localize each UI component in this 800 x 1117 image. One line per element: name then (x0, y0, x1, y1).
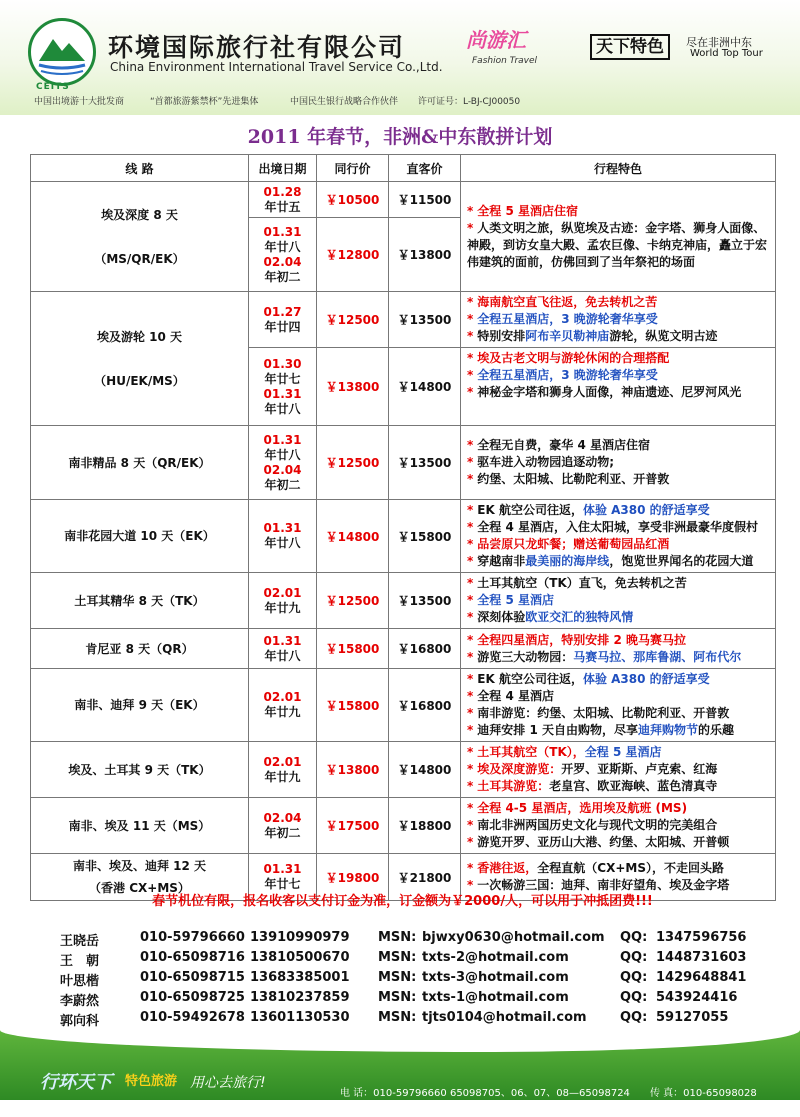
table-row (31, 292, 776, 348)
bullet-icon: * (467, 835, 474, 849)
feature-text: 全程五星酒店，3 晚游轮奢华享受 (477, 368, 658, 382)
feature-text: 埃及深度游览： (477, 762, 562, 776)
feature-line (467, 705, 771, 722)
route-line: 南非、埃及 11 天（MS） (68, 818, 211, 833)
bullet-icon: * (467, 503, 474, 517)
departure-date (249, 798, 317, 854)
route-line: 土耳其精华 8 天（TK） (74, 593, 205, 608)
route-line: （MS/QR/EK） (94, 251, 185, 266)
contact-msn: txts-2@hotmail.com (422, 950, 569, 965)
route-name (31, 573, 249, 629)
bullet-icon: * (467, 203, 474, 218)
feature-text: 全程 4-5 星酒店，选用埃及航班 (MS) (477, 801, 688, 815)
bullet-icon: * (467, 368, 474, 382)
bullet-icon: * (467, 576, 474, 590)
peer-price: ￥10500 (317, 182, 389, 218)
footer-postcode: 邮 编：100026 (690, 1106, 762, 1117)
route-name (31, 798, 249, 854)
feature-line (467, 553, 771, 570)
feature-line (467, 817, 771, 834)
direct-price: ￥11500 (389, 182, 461, 218)
route-line: 南非、迪拜 9 天（EK） (74, 698, 205, 712)
peer-price: ￥19800 (317, 854, 389, 901)
footer (0, 1030, 800, 1117)
itinerary-features (461, 798, 776, 854)
feature-line (467, 688, 771, 705)
feature-line (467, 671, 771, 688)
departure-date (249, 218, 317, 292)
header-features: 行程特色 (461, 155, 776, 182)
tianxia-box: 天下特色 (590, 34, 670, 60)
feature-text: 体验 A380 的舒适享受 (582, 672, 710, 686)
feature-text: 全程 5 星酒店 (477, 593, 554, 607)
table-row (31, 426, 776, 500)
table-row (31, 669, 776, 742)
feature-text: 全程无自费，豪华 4 星酒店住宿 (477, 438, 650, 452)
feature-text: 全程五星酒店，3 晚游轮奢华享受 (477, 312, 658, 326)
feature-line (467, 649, 771, 666)
tianxia-en: World Top Tour (690, 48, 763, 59)
feature-line (467, 220, 771, 271)
bullet-icon: * (467, 878, 474, 892)
route-line: （HU/EK/MS） (94, 373, 185, 388)
table-row (31, 500, 776, 573)
feature-text: 埃及古老文明与游轮休闲的合理搭配 (477, 351, 670, 365)
bullet-icon: * (467, 520, 474, 534)
contact-msn: txts-3@hotmail.com (422, 970, 569, 985)
route-line: 肯尼亚 8 天（QR） (85, 641, 194, 656)
contact-name: 李蔚然 (60, 994, 100, 1009)
bullet-icon: * (467, 762, 474, 776)
contact-mobile: 13910990979 (250, 930, 350, 945)
feature-text: 游轮，纵览文明古迹 (609, 329, 718, 343)
date-value: 01.28 (263, 184, 302, 199)
bullet-icon: * (467, 455, 474, 469)
direct-price: ￥14800 (389, 742, 461, 798)
feature-line (467, 778, 771, 795)
peer-price: ￥14800 (317, 500, 389, 573)
route-line (32, 348, 247, 370)
table-row (31, 742, 776, 798)
departure-date (249, 348, 317, 426)
feature-text: 全程直航（CX+MS），不走回头路 (537, 861, 724, 875)
bullet-icon: * (467, 801, 474, 815)
feature-text: 一次畅游三国：迪拜、南非好望角、埃及金字塔 (477, 878, 730, 892)
contact-name: 王 朝 (60, 954, 100, 969)
tag-4: 许可证号：L-BJ-CJ00050 (418, 97, 521, 107)
company-name-cn: 环境国际旅行社有限公司 (108, 33, 406, 62)
contact-list (60, 930, 760, 1030)
lunar-date: 年廿八 (264, 536, 301, 550)
lunar-date: 年廿八 (264, 401, 301, 416)
contact-tel: 010-59492678 (140, 1010, 245, 1025)
bullet-icon: * (467, 861, 474, 875)
feature-line (467, 502, 771, 519)
feature-text: 驱车进入动物园追逐动物; (477, 455, 615, 469)
brand-en: Fashion Travel (472, 56, 538, 66)
route-name (31, 182, 249, 292)
feature-text: 的乐趣 (698, 723, 735, 737)
route-line: （香港 CX+MS） (89, 881, 190, 895)
route-name (31, 742, 249, 798)
feature-text: 游览三大动物园： (477, 649, 574, 664)
peer-price: ￥13800 (317, 742, 389, 798)
bullet-icon: * (467, 537, 474, 551)
date-value: 01.31 (263, 862, 302, 876)
feature-line (467, 471, 771, 488)
bullet-icon: * (467, 649, 474, 664)
route-line: 南非精品 8 天（QR/EK） (68, 455, 211, 470)
world-top-tour-logo (590, 28, 770, 68)
route-name (31, 629, 249, 669)
feature-text: 土耳其游览： (477, 779, 550, 793)
bullet-icon: * (467, 779, 474, 793)
fashion-travel-logo (466, 24, 546, 74)
feature-text: 穿越南非 (477, 554, 526, 568)
feature-text: 老皇宫、欧亚海峡、蓝色清真寺 (549, 779, 718, 793)
feature-text: 品尝原只龙虾餐；赠送葡萄园品红酒 (477, 537, 670, 551)
feature-text: 南非游览：约堡、太阳城、比勒陀利亚、开普敦 (477, 706, 730, 720)
departure-date (249, 426, 317, 500)
contact-msn-label: MSN: (378, 950, 417, 965)
header-direct-price: 直客价 (389, 155, 461, 182)
header-date: 出境日期 (249, 155, 317, 182)
date-value: 02.04 (263, 810, 302, 825)
departure-date (249, 500, 317, 573)
contact-tel: 010-59796660 (140, 930, 245, 945)
date-value: 01.31 (263, 432, 302, 447)
bullet-icon: * (467, 723, 474, 737)
feature-text: 全程 5 星酒店 (584, 745, 662, 759)
feature-text: 土耳其航空（TK）直飞，免去转机之苦 (477, 576, 687, 590)
itinerary-features (461, 348, 776, 426)
lunar-date: 年廿八 (264, 648, 301, 663)
feature-text: 最美丽的海岸线 (525, 554, 610, 568)
bullet-icon: * (467, 610, 474, 624)
table-row (31, 629, 776, 669)
table-row (31, 798, 776, 854)
direct-price: ￥14800 (389, 348, 461, 426)
table-header-row (31, 155, 776, 182)
lunar-date: 年廿七 (264, 371, 301, 386)
feature-line (467, 294, 771, 311)
feature-line (467, 761, 771, 778)
route-name (31, 426, 249, 500)
itinerary-features (461, 292, 776, 348)
footer-logo-1: 行环天下 (40, 1072, 112, 1093)
bullet-icon: * (467, 438, 474, 452)
tag-2: “首都旅游紫禁杯”先进集体 (150, 97, 259, 107)
feature-text: 南北非洲两国历史文化与现代文明的完美组合 (477, 818, 718, 832)
contact-mobile: 13810500670 (250, 950, 350, 965)
date-value: 02.01 (263, 585, 302, 600)
contact-mobile: 13683385001 (250, 970, 350, 985)
contact-qq: 1347596756 (656, 930, 747, 945)
contact-qq: 1429648841 (656, 970, 747, 985)
peer-price: ￥12800 (317, 218, 389, 292)
peer-price: ￥12500 (317, 573, 389, 629)
feature-text: 全程 4 星酒店 (477, 689, 554, 703)
header (0, 0, 800, 115)
feature-text: 马赛马拉、那库鲁湖、阿布代尔 (573, 649, 742, 664)
feature-text: 体验 A380 的舒适享受 (582, 503, 710, 517)
contact-msn-label: MSN: (378, 1010, 417, 1025)
feature-text: 神秘金字塔和狮身人面像，神庙遗迹、尼罗河风光 (477, 385, 742, 399)
contact-row (60, 970, 760, 990)
lunar-date: 年初二 (264, 477, 301, 492)
feature-line (467, 350, 771, 367)
departure-date (249, 629, 317, 669)
date-value: 01.31 (263, 521, 302, 535)
contact-qq-label: QQ: (620, 1010, 648, 1025)
departure-date (249, 573, 317, 629)
date-value: 02.01 (263, 754, 302, 769)
lunar-date: 年廿九 (264, 600, 301, 615)
feature-text: 迪拜安排 1 天自由购物，尽享 (477, 723, 638, 737)
logo-label: CEITS (36, 82, 70, 92)
direct-price: ￥13500 (389, 426, 461, 500)
direct-price: ￥13500 (389, 292, 461, 348)
feature-line (467, 592, 771, 609)
date-value: 02.04 (263, 462, 302, 477)
bullet-icon: * (467, 472, 474, 486)
peer-price: ￥15800 (317, 669, 389, 742)
feature-text: 香港往返， (477, 861, 538, 875)
header-peer-price: 同行价 (317, 155, 389, 182)
direct-price: ￥21800 (389, 854, 461, 901)
route-line: 南非花园大道 10 天（EK） (64, 529, 215, 543)
itinerary-features (461, 500, 776, 573)
bullet-icon: * (467, 706, 474, 720)
contact-qq-label: QQ: (620, 930, 648, 945)
contact-tel: 010-65098716 (140, 950, 245, 965)
feature-line (467, 632, 771, 649)
feature-line (467, 367, 771, 384)
route-name (31, 669, 249, 742)
lunar-date: 年廿八 (264, 447, 301, 462)
feature-text: 深刻体验 (477, 610, 526, 624)
feature-text: 阿布辛贝勒神庙 (525, 329, 610, 343)
route-line: 埃及游轮 10 天 (96, 329, 183, 344)
brand-cn: 尚游汇 (466, 28, 526, 52)
bullet-icon: * (467, 689, 474, 703)
contact-name: 郭向科 (60, 1014, 100, 1029)
lunar-date: 年廿七 (264, 877, 301, 891)
contact-tel: 010-65098725 (140, 990, 245, 1005)
peer-price: ￥15800 (317, 629, 389, 669)
bullet-icon: * (467, 385, 474, 399)
contact-row (60, 930, 760, 950)
contact-msn: bjwxy0630@hotmail.com (422, 930, 605, 945)
contact-row (60, 950, 760, 970)
lunar-date: 年廿五 (264, 199, 301, 214)
page-title: 2011 年春节，非洲&中东散拼计划 (247, 126, 553, 148)
bullet-icon: * (467, 554, 474, 568)
feature-text: 土耳其航空（TK）， (477, 745, 585, 759)
feature-line (467, 536, 771, 553)
departure-date (249, 669, 317, 742)
date-value: 01.27 (263, 304, 302, 319)
route-line: 埃及、土耳其 9 天（TK） (68, 762, 211, 777)
feature-text: 全程 5 星酒店住宿 (477, 203, 578, 218)
bullet-icon: * (467, 295, 474, 309)
bullet-icon: * (467, 312, 474, 326)
lunar-date: 年廿九 (264, 705, 301, 719)
date-value: 01.30 (263, 356, 302, 371)
lunar-date: 年初二 (264, 269, 301, 284)
date-value: 02.01 (263, 690, 302, 704)
footer-fax: 传 真：010-65098028 (650, 1088, 757, 1099)
date-value: 01.31 (263, 386, 302, 401)
feature-line (467, 454, 771, 471)
peer-price: ￥12500 (317, 292, 389, 348)
header-route: 线 路 (31, 155, 249, 182)
departure-date (249, 742, 317, 798)
feature-text: EK 航空公司往返， (477, 503, 583, 517)
itinerary-features (461, 573, 776, 629)
itinerary-features (461, 629, 776, 669)
contact-qq-label: QQ: (620, 950, 648, 965)
feature-text: EK 航空公司往返， (477, 672, 583, 686)
feature-line (467, 384, 771, 401)
contact-row (60, 990, 760, 1010)
tour-table (30, 154, 776, 901)
company-logo (28, 18, 96, 86)
peer-price: ￥12500 (317, 426, 389, 500)
route-line: 南非、埃及、迪拜 12 天 (72, 859, 207, 873)
itinerary-features (461, 742, 776, 798)
contact-name: 王晓岳 (60, 934, 100, 949)
contact-row (60, 1010, 760, 1030)
contact-tel: 010-65098715 (140, 970, 245, 985)
direct-price: ￥13500 (389, 573, 461, 629)
company-name-en: China Environment International Travel Service Co.,Ltd. (110, 60, 443, 74)
departure-date (249, 182, 317, 218)
bullet-icon: * (467, 351, 474, 365)
feature-line (467, 575, 771, 592)
footer-phone: 电 话：010-59796660 65098705、06、07、08—65098724 (340, 1088, 630, 1099)
contact-qq: 59127055 (656, 1010, 729, 1025)
feature-text: 迪拜购物节 (638, 723, 699, 737)
contact-msn: txts-1@hotmail.com (422, 990, 569, 1005)
direct-price: ￥16800 (389, 629, 461, 669)
table-row (31, 573, 776, 629)
footer-wave (0, 1030, 800, 1052)
date-value: 01.31 (263, 224, 302, 239)
bullet-icon: * (467, 672, 474, 686)
feature-text: 欧亚交汇的独特风情 (525, 610, 634, 624)
bullet-icon: * (467, 329, 474, 343)
departure-date (249, 292, 317, 348)
contact-mobile: 13601130530 (250, 1010, 350, 1025)
contact-qq: 1448731603 (656, 950, 747, 965)
lunar-date: 年廿九 (264, 769, 301, 784)
itinerary-features (461, 182, 776, 292)
peer-price: ￥13800 (317, 348, 389, 426)
tag-1: 中国出境游十大批发商 (34, 97, 125, 107)
direct-price: ￥18800 (389, 798, 461, 854)
lunar-date: 年初二 (264, 825, 301, 840)
footer-logo-2: 特色旅游 (125, 1074, 178, 1089)
table-row (31, 182, 776, 218)
lunar-date: 年廿四 (264, 319, 301, 334)
feature-text: 开罗、亚斯斯、卢克索、红海 (561, 762, 718, 776)
bullet-icon: * (467, 745, 474, 759)
feature-line (467, 328, 771, 345)
contact-msn-label: MSN: (378, 990, 417, 1005)
contact-msn-label: MSN: (378, 970, 417, 985)
feature-line (467, 311, 771, 328)
contact-mobile: 13810237859 (250, 990, 350, 1005)
route-line (32, 226, 247, 248)
feature-line (467, 834, 771, 851)
feature-line (467, 203, 771, 220)
contact-msn-label: MSN: (378, 930, 417, 945)
feature-line (467, 800, 771, 817)
direct-price: ￥16800 (389, 669, 461, 742)
feature-line (467, 722, 771, 739)
contact-msn: tjts0104@hotmail.com (422, 1010, 587, 1025)
bullet-icon: * (467, 632, 474, 647)
tianxia-cn: 尽在非洲中东 (686, 36, 752, 49)
contact-qq-label: QQ: (620, 970, 648, 985)
tag-3: 中国民生银行战略合作伙伴 (290, 97, 399, 107)
date-value: 01.31 (263, 633, 302, 648)
itinerary-features (461, 669, 776, 742)
peer-price: ￥17500 (317, 798, 389, 854)
date-value: 02.04 (263, 254, 302, 269)
table-body (31, 182, 776, 901)
itinerary-features (461, 426, 776, 500)
route-name (31, 292, 249, 426)
feature-line (467, 744, 771, 761)
footer-address: 地 址：北京朝阳区朝阳北路225号京龙大厦709/701室 (340, 1106, 584, 1117)
contact-name: 叶思楷 (60, 974, 100, 989)
feature-line (467, 437, 771, 454)
feature-line (467, 860, 771, 877)
feature-text: ，饱览世界闻名的花园大道 (609, 554, 754, 568)
route-name (31, 500, 249, 573)
feature-text: 约堡、太阳城、比勒陀利亚、开普敦 (477, 472, 670, 486)
bullet-icon: * (467, 818, 474, 832)
feature-text: 全程 4 星酒店，入住太阳城，享受非洲最豪华度假村 (477, 520, 758, 534)
contact-qq-label: QQ: (620, 990, 648, 1005)
feature-text: 游览开罗、亚历山大港、约堡、太阳城、开普顿 (477, 835, 730, 849)
feature-text: 人类文明之旅，纵览埃及古迹：金字塔、狮身人面像、神殿，到访女皇大殿、孟农巨像、卡纳克神庙，矗立于宏伟建筑的面前，仿佛回到了当年祭祀的场面 (467, 220, 768, 269)
contact-qq: 543924416 (656, 990, 738, 1005)
direct-price: ￥13800 (389, 218, 461, 292)
feature-text: 特别安排 (477, 329, 526, 343)
footer-logo-3: 用心去旅行! (190, 1075, 266, 1091)
bullet-icon: * (467, 593, 474, 607)
feature-text: 全程四星酒店，特别安排 2 晚马赛马拉 (477, 632, 686, 647)
direct-price: ￥15800 (389, 500, 461, 573)
feature-line (467, 519, 771, 536)
booking-notice: 春节机位有限，报名收客以支付订金为准，订金额为￥2000/人，可以用于冲抵团费!!! (152, 894, 653, 909)
lunar-date: 年廿八 (264, 239, 301, 254)
route-line: 埃及深度 8 天 (101, 207, 178, 222)
feature-text: 海南航空直飞往返，免去转机之苦 (477, 295, 658, 309)
feature-line (467, 609, 771, 626)
bullet-icon: * (467, 220, 474, 235)
